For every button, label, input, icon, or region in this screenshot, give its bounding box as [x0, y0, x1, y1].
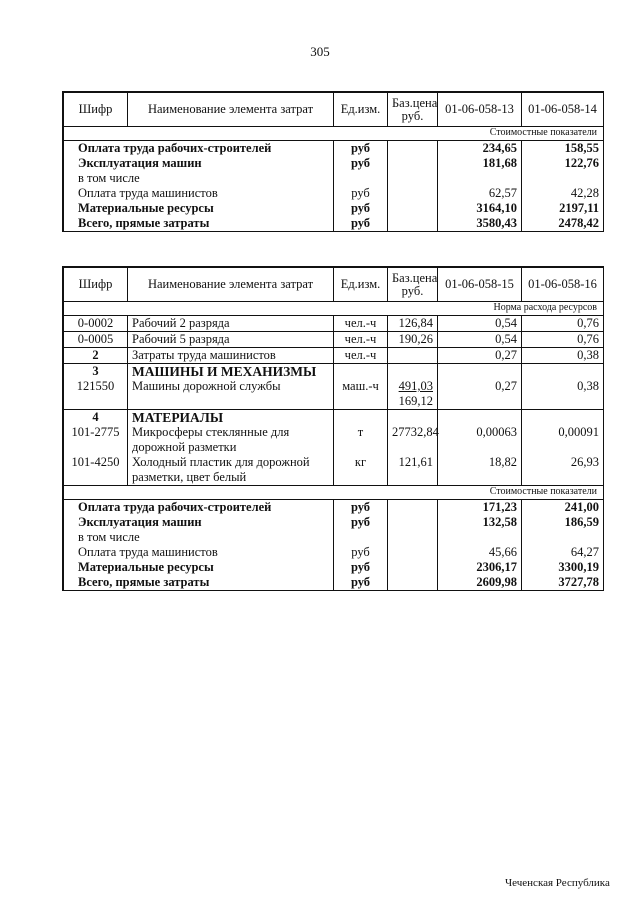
row-price-secondary: 169,12	[398, 394, 433, 408]
row-name: Оплата труда машинистов	[64, 186, 334, 201]
row-name: Всего, прямые затраты	[64, 575, 334, 590]
row-name: Оплата труда машинистов	[64, 545, 334, 560]
row-value-1: 0,54	[438, 316, 522, 332]
section-code-materials: 4	[64, 410, 128, 426]
row-value-2: 186,59	[522, 515, 604, 530]
row-price: 491,03	[398, 379, 433, 393]
header-base-price: Баз.цена руб.	[388, 268, 438, 302]
footer-region: Чеченская Республика	[505, 877, 610, 889]
row-value-1: 2306,17	[438, 560, 522, 575]
row-value-2: 158,55	[522, 141, 604, 157]
row-value-1: 181,68	[438, 156, 522, 171]
row-value-1: 132,58	[438, 515, 522, 530]
row-code: 0-0002	[64, 316, 128, 332]
row-value-2: 3300,19	[522, 560, 604, 575]
row-value-2: 42,28	[522, 186, 604, 201]
row-value-1: 3580,43	[438, 216, 522, 231]
cost-table-1	[62, 91, 604, 232]
row-value-1: 2609,98	[438, 575, 522, 590]
section-label-norm: Норма расхода ресурсов	[64, 302, 604, 316]
section-title-machines: МАШИНЫ И МЕХАНИЗМЫ	[128, 364, 334, 380]
row-unit: чел.-ч	[334, 348, 388, 364]
row-value-2: 0,76	[522, 332, 604, 348]
row-value-1: 0,54	[438, 332, 522, 348]
row-value-2: 0,76	[522, 316, 604, 332]
row-name: в том числе	[64, 171, 334, 186]
header-col-1: 01-06-058-15	[438, 268, 522, 302]
row-name: в том числе	[64, 530, 334, 545]
row-value-1: 45,66	[438, 545, 522, 560]
row-value-2: 64,27	[522, 545, 604, 560]
row-name: Материальные ресурсы	[64, 560, 334, 575]
row-value-2: 0,38	[522, 348, 604, 364]
row-unit: руб	[334, 545, 388, 560]
row-unit: чел.-ч	[334, 332, 388, 348]
row-unit: руб	[334, 515, 388, 530]
row-unit: руб	[334, 186, 388, 201]
row-code: 0-0005	[64, 332, 128, 348]
header-unit: Ед.изм.	[334, 268, 388, 302]
row-unit: руб	[334, 500, 388, 516]
row-value-1: 62,57	[438, 186, 522, 201]
row-value-2: 2197,11	[522, 201, 604, 216]
row-unit: руб	[334, 216, 388, 231]
row-value-1: 0,27	[438, 348, 522, 364]
row-name: Холодный пластик для дорожной разметки, цвет белый	[128, 455, 334, 486]
row-name: Эксплуатация машин	[64, 156, 334, 171]
row-unit: т	[334, 425, 388, 455]
row-code: 101-2775	[64, 425, 128, 455]
row-value-2: 241,00	[522, 500, 604, 516]
row-price: 126,84	[388, 316, 438, 332]
header-code: Шифр	[64, 268, 128, 302]
section-label-cost: Стоимостные показатели	[64, 486, 604, 500]
row-value-2: 0,38	[522, 379, 604, 410]
header-code: Шифр	[64, 93, 128, 127]
row-name: Рабочий 5 разряда	[128, 332, 334, 348]
row-unit: руб	[334, 141, 388, 157]
row-price: 190,26	[388, 332, 438, 348]
row-value-2: 0,00091	[522, 425, 604, 455]
row-name: Всего, прямые затраты	[64, 216, 334, 231]
row-name: Микросферы стеклянные для дорожной разметки	[128, 425, 334, 455]
header-unit: Ед.изм.	[334, 93, 388, 127]
header-base-price: Баз.цена руб.	[388, 93, 438, 127]
row-name: Машины дорожной службы	[128, 379, 334, 410]
row-name: Оплата труда рабочих-строителей	[64, 141, 334, 157]
row-unit: чел.-ч	[334, 316, 388, 332]
row-unit: кг	[334, 455, 388, 486]
row-price: 121,61	[388, 455, 438, 486]
row-value-1: 0,27	[438, 379, 522, 410]
row-unit: руб	[334, 560, 388, 575]
cost-table-2	[62, 266, 604, 591]
section-label-cost: Стоимостные показатели	[64, 127, 604, 141]
header-name: Наименование элемента затрат	[128, 268, 334, 302]
row-name: Рабочий 2 разряда	[128, 316, 334, 332]
header-col-2: 01-06-058-14	[522, 93, 604, 127]
section-code-machines: 3	[64, 364, 128, 380]
page-number: 305	[310, 44, 330, 59]
row-value-2: 26,93	[522, 455, 604, 486]
row-value-1: 18,82	[438, 455, 522, 486]
row-unit: руб	[334, 156, 388, 171]
header-col-1: 01-06-058-13	[438, 93, 522, 127]
row-price: 27732,84	[388, 425, 438, 455]
row-value-2: 3727,78	[522, 575, 604, 590]
row-name: Материальные ресурсы	[64, 201, 334, 216]
row-unit: руб	[334, 575, 388, 590]
row-value-1: 171,23	[438, 500, 522, 516]
row-unit: маш.-ч	[334, 379, 388, 410]
row-value-2: 122,76	[522, 156, 604, 171]
row-code: 2	[64, 348, 128, 364]
row-value-1: 234,65	[438, 141, 522, 157]
header-name: Наименование элемента затрат	[128, 93, 334, 127]
row-value-1: 0,00063	[438, 425, 522, 455]
row-name: Оплата труда рабочих-строителей	[64, 500, 334, 516]
section-title-materials: МАТЕРИАЛЫ	[128, 410, 334, 426]
row-value-1: 3164,10	[438, 201, 522, 216]
row-name: Затраты труда машинистов	[128, 348, 334, 364]
header-col-2: 01-06-058-16	[522, 268, 604, 302]
row-code: 121550	[64, 379, 128, 410]
row-code: 101-4250	[64, 455, 128, 486]
row-value-2: 2478,42	[522, 216, 604, 231]
row-name: Эксплуатация машин	[64, 515, 334, 530]
row-unit: руб	[334, 201, 388, 216]
